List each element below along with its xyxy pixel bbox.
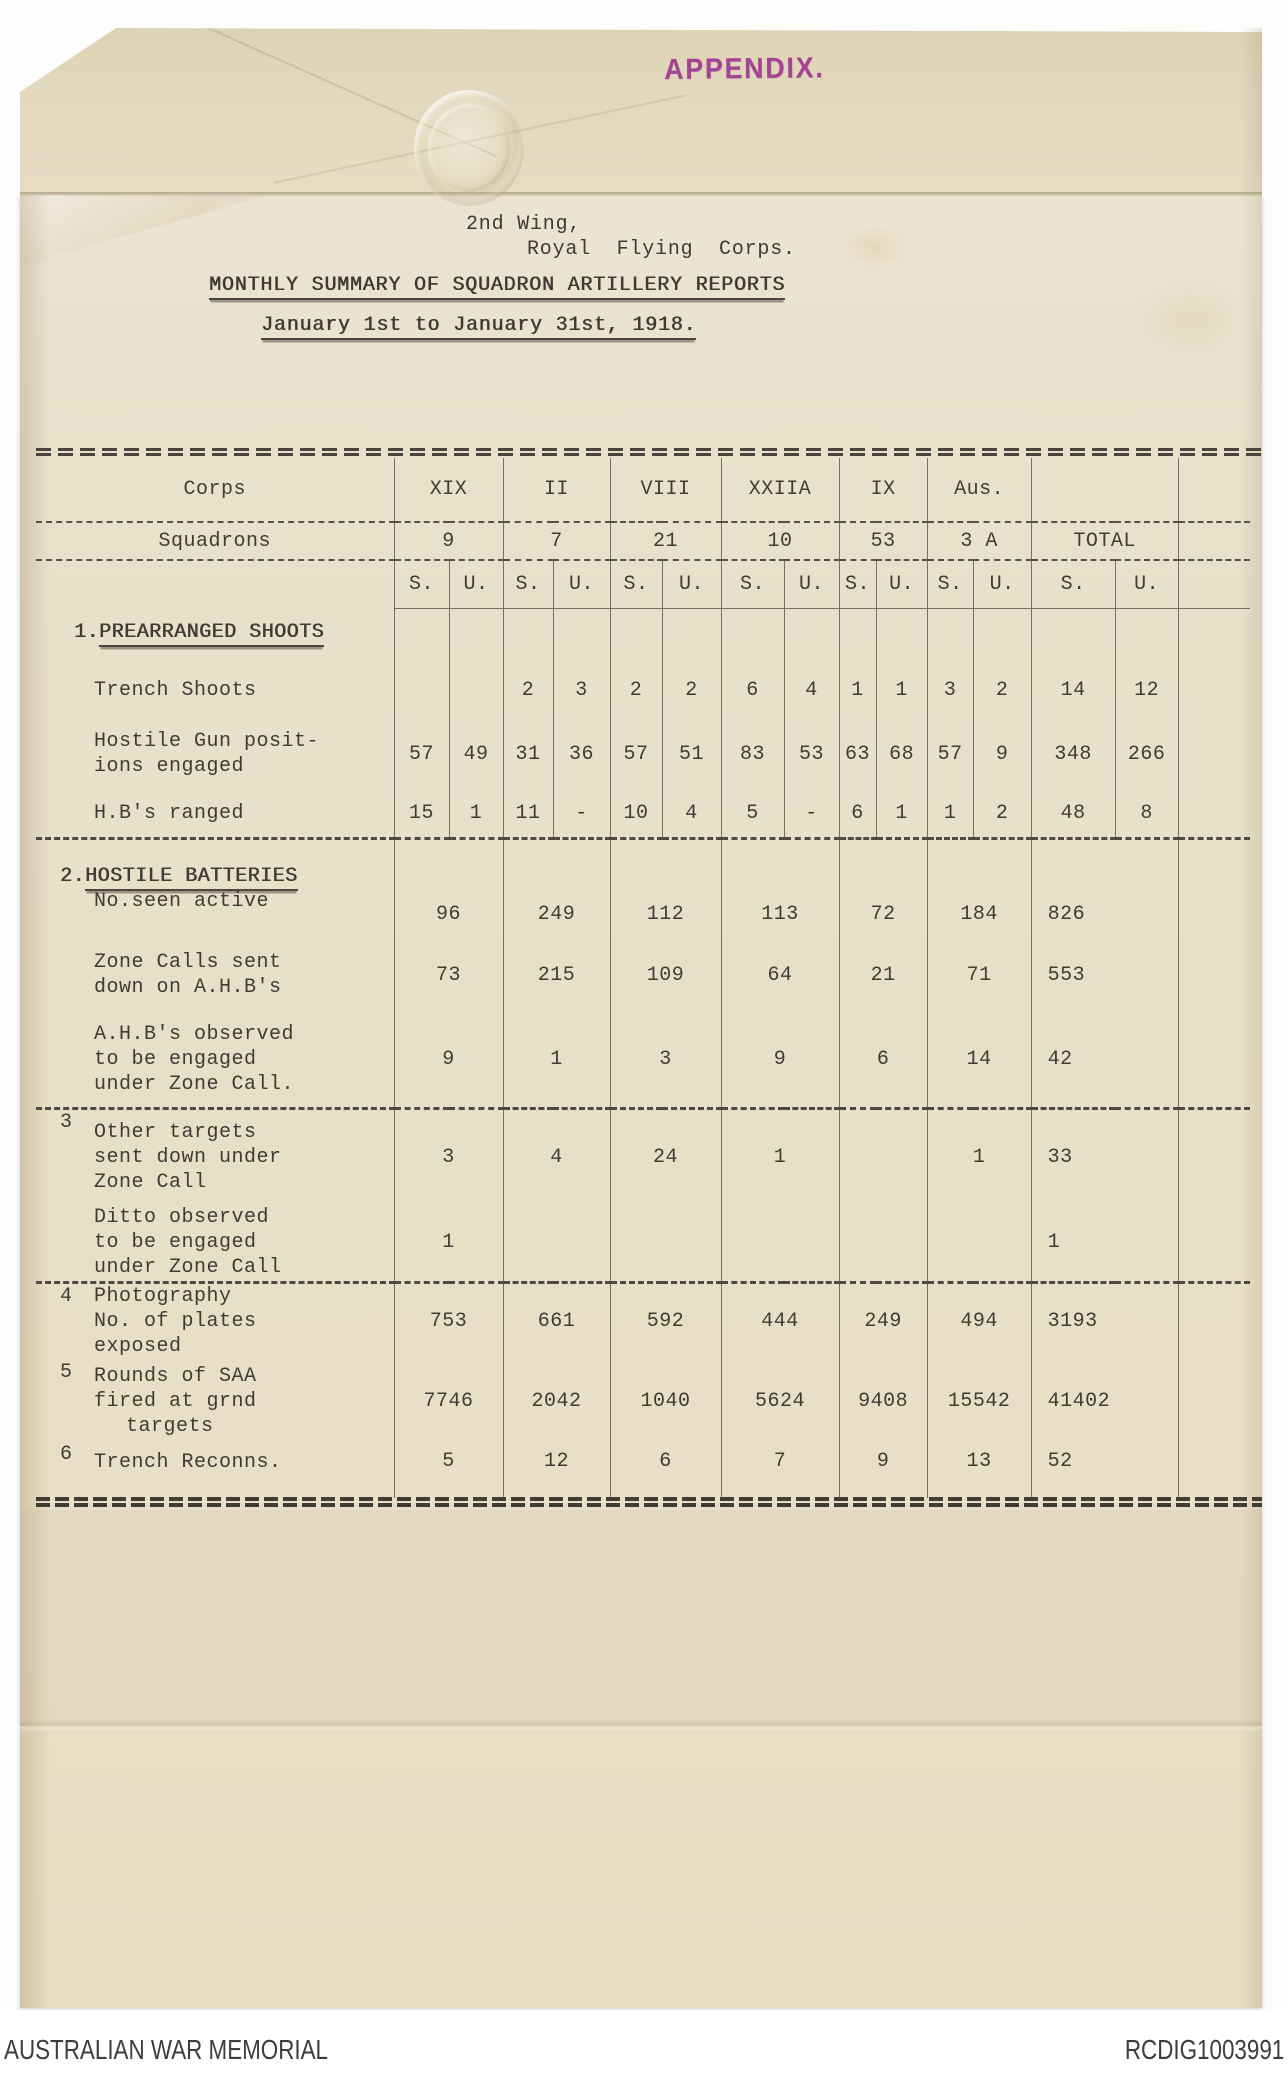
- trailing-cell: [1178, 790, 1250, 838]
- trailing-cell: [1178, 1012, 1250, 1108]
- table-top-rule: [36, 448, 1262, 458]
- value-cell: 10: [610, 790, 662, 838]
- value-cell: 9: [973, 718, 1031, 790]
- trailing-cell: [1178, 560, 1250, 608]
- value-cell: 36: [553, 718, 610, 790]
- embossed-crest-seal-icon: [414, 90, 524, 206]
- value-cell: 3: [610, 1012, 721, 1108]
- row-label: A.H.B's observed to be engaged under Zone Call.: [36, 1012, 394, 1108]
- unit-line-wing: 2nd Wing,: [466, 213, 582, 236]
- value-cell: 13: [927, 1442, 1031, 1498]
- value-cell: 68: [876, 718, 927, 790]
- value-cell: 9: [394, 1012, 503, 1108]
- value-cell: 2042: [503, 1360, 610, 1442]
- table-row-section1-heading: [36, 608, 1250, 662]
- successful-col-label: S.: [1031, 560, 1115, 608]
- archive-name: AUSTRALIAN WAR MEMORIAL: [4, 2034, 329, 2065]
- value-cell: 8: [1115, 790, 1178, 838]
- trailing-cell: [1178, 662, 1250, 718]
- value-cell: 9: [721, 1012, 839, 1108]
- value-cell: 1: [394, 1205, 503, 1282]
- archive-reference-id: RCDIG1003991: [1124, 2034, 1284, 2065]
- value-cell: 494: [927, 1282, 1031, 1360]
- section1-heading: 1.PREARRANGED SHOOTS: [36, 608, 394, 662]
- value-cell: 7746: [394, 1360, 503, 1442]
- value-cell: 5624: [721, 1360, 839, 1442]
- unsuccessful-col-label: U.: [1115, 560, 1178, 608]
- document-title: MONTHLY SUMMARY OF SQUADRON ARTILLERY REPORTS: [209, 274, 785, 297]
- value-cell: 12: [1115, 662, 1178, 718]
- table-row-other-targets: [36, 1108, 1250, 1205]
- corps-name: IX: [839, 458, 927, 522]
- value-cell: 63: [839, 718, 876, 790]
- unsuccessful-col-label: U.: [784, 560, 839, 608]
- unsuccessful-col-label: U.: [662, 560, 721, 608]
- value-cell: 3: [394, 1108, 503, 1205]
- value-cell: 113: [721, 838, 839, 938]
- value-cell: 249: [839, 1282, 927, 1360]
- value-cell: [839, 1205, 927, 1282]
- squadrons-row-label: Squadrons: [36, 522, 394, 560]
- value-cell: 112: [610, 838, 721, 938]
- trailing-cell: [1178, 1360, 1250, 1442]
- su-row-spacer: [36, 560, 394, 608]
- table-row-trench-reconns: [36, 1442, 1250, 1498]
- total-column-label: TOTAL: [1031, 522, 1178, 560]
- value-cell: 71: [927, 938, 1031, 1012]
- value-cell: 6: [610, 1442, 721, 1498]
- successful-col-label: S.: [503, 560, 553, 608]
- section2-heading-and-label: 2.HOSTILE BATTERIES No.seen active: [60, 864, 298, 913]
- unsuccessful-col-label: U.: [876, 560, 927, 608]
- value-cell: 1: [839, 662, 876, 718]
- table-row-ahb-observed: [36, 1012, 1250, 1108]
- horizontal-fold-crease: [20, 1720, 1262, 1732]
- value-cell: 4: [662, 790, 721, 838]
- trailing-cell: [1178, 1442, 1250, 1498]
- value-cell: [449, 662, 503, 718]
- value-cell: 249: [503, 838, 610, 938]
- paper-top-sheet: [20, 28, 1262, 195]
- table-row-trench-shoots: [36, 662, 1250, 718]
- value-cell: 21: [839, 938, 927, 1012]
- value-cell: 2: [973, 790, 1031, 838]
- value-cell: 12: [503, 1442, 610, 1498]
- value-cell: 53: [784, 718, 839, 790]
- value-cell: 96: [394, 838, 503, 938]
- value-cell: 31: [503, 718, 553, 790]
- total-cell: 42: [1031, 1012, 1178, 1108]
- trailing-cell: [1178, 1205, 1250, 1282]
- successful-col-label: S.: [927, 560, 973, 608]
- row-label: 6 Trench Reconns.: [60, 1443, 282, 1474]
- value-cell: 215: [503, 938, 610, 1012]
- value-cell: 592: [610, 1282, 721, 1360]
- trailing-cell: [1178, 1282, 1250, 1360]
- value-cell: 1: [876, 790, 927, 838]
- unsuccessful-col-label: U.: [553, 560, 610, 608]
- corps-name: XIX: [394, 458, 503, 522]
- total-cell: 33: [1031, 1108, 1178, 1205]
- table-bottom-rule: [36, 1497, 1262, 1509]
- value-cell: [839, 1108, 927, 1205]
- value-cell: 2: [503, 662, 553, 718]
- corps-name: II: [503, 458, 610, 522]
- value-cell: [927, 1205, 1031, 1282]
- value-cell: 57: [610, 718, 662, 790]
- table-row-squadrons-header: [36, 522, 1250, 560]
- unsuccessful-col-label: U.: [449, 560, 503, 608]
- value-cell: [394, 662, 449, 718]
- row-label: Trench Shoots: [94, 678, 257, 702]
- table-row-hb-ranged: [36, 790, 1250, 838]
- value-cell: 266: [1115, 718, 1178, 790]
- value-cell: 1: [927, 1108, 1031, 1205]
- value-cell: 1: [876, 662, 927, 718]
- value-cell: 4: [784, 662, 839, 718]
- paper-stain: [1130, 280, 1250, 360]
- value-cell: 14: [927, 1012, 1031, 1108]
- table-row-rounds-saa: [36, 1360, 1250, 1442]
- value-cell: 57: [394, 718, 449, 790]
- corps-name: Aus.: [927, 458, 1031, 522]
- row-label: 3 Other targets sent down under Zone Call: [60, 1110, 282, 1194]
- value-cell: 5: [721, 790, 784, 838]
- table-row-photography: [36, 1282, 1250, 1360]
- value-cell: 11: [503, 790, 553, 838]
- table-row-su-header: [36, 560, 1250, 608]
- squadron-number: 3 A: [927, 522, 1031, 560]
- value-cell: 15542: [927, 1360, 1031, 1442]
- value-cell: [503, 1205, 610, 1282]
- row-label: Ditto observed to be engaged under Zone Call: [36, 1205, 394, 1282]
- unit-line-corps: Royal Flying Corps.: [527, 238, 796, 261]
- value-cell: 1: [927, 790, 973, 838]
- row-label: 5 Rounds of SAA fired at grnd targets: [60, 1361, 257, 1438]
- value-cell: 24: [610, 1108, 721, 1205]
- value-cell: 64: [721, 938, 839, 1012]
- unsuccessful-col-label: U.: [973, 560, 1031, 608]
- trailing-cell: [1178, 522, 1250, 560]
- total-cell: 826: [1031, 838, 1178, 938]
- value-cell: 109: [610, 938, 721, 1012]
- value-cell: 184: [927, 838, 1031, 938]
- value-cell: 2: [610, 662, 662, 718]
- squadron-number: 10: [721, 522, 839, 560]
- value-cell: 5: [394, 1442, 503, 1498]
- total-cell: 52: [1031, 1442, 1178, 1498]
- value-cell: 6: [721, 662, 784, 718]
- total-cell: 553: [1031, 938, 1178, 1012]
- trailing-cell: [1178, 718, 1250, 790]
- trailing-cell: [1178, 938, 1250, 1012]
- total-header-spacer: [1031, 458, 1178, 522]
- value-cell: 4: [503, 1108, 610, 1205]
- value-cell: 6: [839, 790, 876, 838]
- value-cell: 48: [1031, 790, 1115, 838]
- value-cell: -: [553, 790, 610, 838]
- total-cell: 1: [1031, 1205, 1178, 1282]
- squadron-number: 7: [503, 522, 610, 560]
- value-cell: 9408: [839, 1360, 927, 1442]
- value-cell: [610, 1205, 721, 1282]
- corps-name: XXIIA: [721, 458, 839, 522]
- value-cell: -: [784, 790, 839, 838]
- value-cell: 348: [1031, 718, 1115, 790]
- value-cell: 661: [503, 1282, 610, 1360]
- value-cell: 15: [394, 790, 449, 838]
- date-range: January 1st to January 31st, 1918.: [261, 314, 696, 337]
- trailing-cell: [1178, 1108, 1250, 1205]
- value-cell: 1: [721, 1108, 839, 1205]
- value-cell: 51: [662, 718, 721, 790]
- value-cell: 444: [721, 1282, 839, 1360]
- successful-col-label: S.: [610, 560, 662, 608]
- value-cell: 57: [927, 718, 973, 790]
- value-cell: 14: [1031, 662, 1115, 718]
- table-row-corps-header: [36, 458, 1250, 522]
- trailing-cell: [1178, 608, 1250, 662]
- value-cell: [721, 1205, 839, 1282]
- paper-stain: [840, 225, 910, 269]
- value-cell: 2: [973, 662, 1031, 718]
- value-cell: 7: [721, 1442, 839, 1498]
- value-cell: 3: [553, 662, 610, 718]
- value-cell: 73: [394, 938, 503, 1012]
- value-cell: 1: [449, 790, 503, 838]
- artillery-report-table: [36, 458, 1250, 1498]
- archive-footer-bar: [0, 2010, 1288, 2082]
- row-label: Hostile Gun posit- ions engaged: [94, 730, 320, 778]
- value-cell: 83: [721, 718, 784, 790]
- squadron-number: 9: [394, 522, 503, 560]
- table-row-hostile-batteries-seen-active: [36, 838, 1250, 938]
- row-label: H.B's ranged: [36, 790, 394, 838]
- successful-col-label: S.: [721, 560, 784, 608]
- total-cell: 41402: [1031, 1360, 1178, 1442]
- appendix-stamp: APPENDIX.: [664, 52, 825, 86]
- corps-row-label: Corps: [36, 458, 394, 522]
- value-cell: 3: [927, 662, 973, 718]
- row-label: Zone Calls sent down on A.H.B's: [94, 951, 282, 999]
- squadron-number: 53: [839, 522, 927, 560]
- successful-col-label: S.: [394, 560, 449, 608]
- value-cell: 9: [839, 1442, 927, 1498]
- value-cell: 6: [839, 1012, 927, 1108]
- table-row-hostile-gun-positions: [36, 718, 1250, 790]
- value-cell: 753: [394, 1282, 503, 1360]
- total-cell: 3193: [1031, 1282, 1178, 1360]
- paper-tone-patch: [20, 1510, 1262, 1722]
- trailing-cell: [1178, 458, 1250, 522]
- value-cell: 72: [839, 838, 927, 938]
- trailing-cell: [1178, 838, 1250, 938]
- row-label: 4 Photography No. of plates exposed: [60, 1284, 257, 1359]
- table-row-ditto-observed: [36, 1205, 1250, 1282]
- value-cell: 1040: [610, 1360, 721, 1442]
- successful-col-label: S.: [839, 560, 876, 608]
- squadron-number: 21: [610, 522, 721, 560]
- table-row-zone-calls: [36, 938, 1250, 1012]
- corps-name: VIII: [610, 458, 721, 522]
- value-cell: 49: [449, 718, 503, 790]
- value-cell: 2: [662, 662, 721, 718]
- value-cell: 1: [503, 1012, 610, 1108]
